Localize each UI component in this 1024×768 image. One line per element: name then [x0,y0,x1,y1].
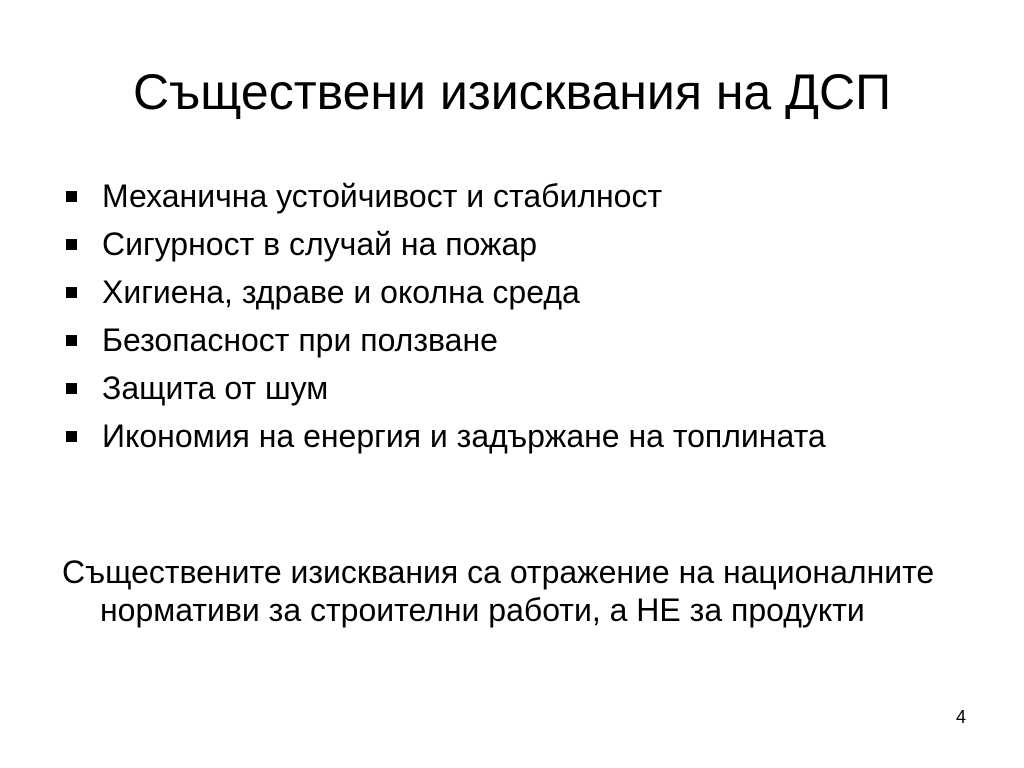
summary-note: Съществените изисквания са отражение на националните нормативи за строителни работи, а НЕ за продукти [62,554,935,628]
list-item-text: Икономия на енергия и задържане на топлината [102,418,826,454]
square-bullet-icon [66,239,77,250]
list-item [62,418,962,455]
list-item [62,370,962,407]
slide-title: Съществени изисквания на ДСП [132,64,892,120]
list-item-text: Сигурност в случай на пожар [102,226,538,262]
list-item-text: Механична устойчивост и стабилност [102,178,663,214]
slide-number: 4 [955,707,966,727]
square-bullet-icon [66,335,77,346]
list-item [62,274,962,311]
square-bullet-icon [66,383,77,394]
list-item-text: Хигиена, здраве и околна среда [102,274,580,310]
requirements-list [62,178,962,466]
list-item [62,226,962,263]
square-bullet-icon [66,191,77,202]
square-bullet-icon [66,431,77,442]
list-item-text: Защита от шум [102,370,329,406]
list-item [62,178,962,215]
list-item [62,322,962,359]
list-item-text: Безопасност при ползване [102,322,498,358]
square-bullet-icon [66,287,77,298]
